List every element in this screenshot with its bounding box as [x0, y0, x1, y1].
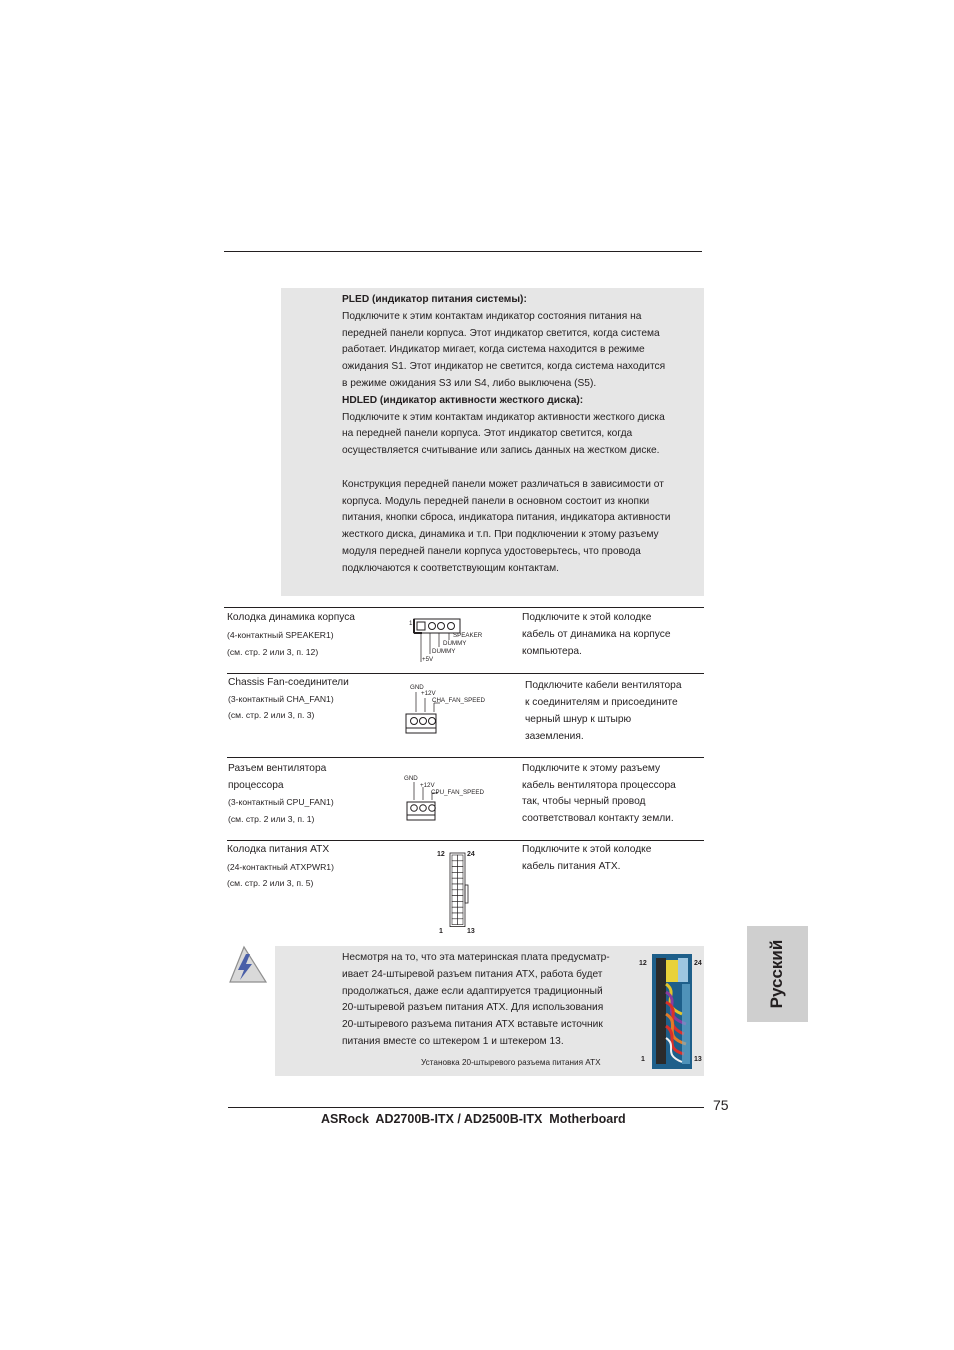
atx-pin — [452, 878, 458, 884]
atx-pin — [458, 913, 464, 919]
warning-caption: Установка 20-штыревого разъема питания ATX — [421, 1058, 601, 1067]
cha-fan-diagram — [404, 684, 494, 736]
speaker-label-dummy-1: DUMMY — [443, 640, 467, 647]
speaker-title: Колодка динамика корпуса — [227, 612, 355, 623]
atx-pin — [452, 907, 458, 913]
top-rule — [224, 251, 702, 252]
section-divider — [227, 757, 704, 758]
warning-line: Несмотря на то, что эта материнская плата предусматр- — [342, 952, 610, 963]
cha-fan-pin-count: (3-контактный CHA_FAN1) — [228, 694, 334, 704]
atx-pin-count: (24-контактный ATXPWR1) — [227, 862, 334, 872]
atx-pin — [452, 884, 458, 890]
atx-pin-1-label: 1 — [439, 928, 443, 935]
cha-fan-label-gnd: GND — [410, 684, 424, 691]
cpu-fan-label-gnd: GND — [404, 775, 418, 782]
hdled-line: на передней панели корпуса. Этот индикатор светится, когда — [342, 428, 633, 440]
note-line: модуля передней панели корпуса удостоверьтесь, что провода — [342, 546, 641, 557]
cpu-fan-title-1: Разъем вентилятора — [228, 763, 327, 774]
footer-rule — [228, 1107, 704, 1108]
warning-line: ивает 24-штыревой разъем питания ATX, работа будет — [342, 968, 603, 980]
section-divider — [227, 673, 704, 674]
atx-pin — [452, 896, 458, 902]
cpu-fan-desc-1: Подключите к этому разъему — [522, 763, 661, 774]
warning-line: 20-штыревой разъем питания ATX. Для использования — [342, 1002, 604, 1014]
pled-title: PLED (индикатор питания системы): — [342, 294, 527, 305]
photo-pin-1-label: 1 — [641, 1056, 645, 1063]
section-divider — [224, 607, 704, 608]
atx-page-ref: (см. стр. 2 или 3, п. 5) — [227, 878, 314, 888]
warning-line: 20-штыревого разъема питания ATX вставьте источник — [342, 1019, 603, 1031]
cpu-fan-page-ref: (см. стр. 2 или 3, п. 1) — [228, 814, 315, 824]
photo-pin-13-label: 13 — [694, 1056, 702, 1063]
atx-pin — [458, 878, 464, 884]
cha-fan-desc-4: заземления. — [525, 731, 584, 742]
atx-pin — [458, 861, 464, 867]
cpu-fan-desc-4: соответствовал контакту земли. — [522, 813, 674, 824]
speaker-label-5v: +5V — [422, 656, 434, 663]
note-line: Конструкция передней панели может различаться в зависимости от — [342, 478, 664, 490]
atx-pin — [452, 867, 458, 873]
pled-line: передней панели корпуса. Этот индикатор светится, когда система — [342, 327, 660, 339]
atx-title: Колодка питания ATX — [227, 844, 330, 855]
photo-pin-24-label: 24 — [694, 960, 702, 967]
atx-pin — [452, 919, 458, 925]
cpu-fan-pin-count: (3-контактный CPU_FAN1) — [228, 797, 334, 807]
atx-pin-24-label: 24 — [467, 851, 475, 858]
warning-icon — [228, 944, 268, 984]
footer-model: ASRock AD2700B-ITX / AD2500B-ITX Motherboard — [321, 1112, 626, 1126]
hdled-title: HDLED (индикатор активности жесткого диска): — [342, 394, 584, 406]
atx-pin — [458, 901, 464, 907]
atx-pin — [452, 872, 458, 878]
note-line: жесткого диска, динамика и т.п. При подключении к этому разъему — [342, 529, 659, 541]
cha-fan-desc-1: Подключите кабели вентилятора — [525, 680, 682, 691]
atx-pin — [458, 907, 464, 913]
speaker-label-dummy-2: DUMMY — [432, 648, 456, 655]
atx-pin — [452, 901, 458, 907]
cpu-fan-label-speed: CPU_FAN_SPEED — [431, 789, 484, 796]
hdled-line: осуществляется считывание или запись данных на жестком диске. — [342, 445, 660, 457]
cpu-fan-desc-3: так, чтобы черный провод — [522, 796, 646, 807]
atx-pin — [458, 855, 464, 861]
atx-desc-2: кабель питания ATX. — [522, 861, 621, 872]
cpu-fan-desc-2: кабель вентилятора процессора — [522, 780, 676, 791]
atx-pin — [458, 867, 464, 873]
pled-line: Подключите к этим контактам индикатор состояния питания на — [342, 310, 642, 322]
atx-desc-1: Подключите к этой колодке — [522, 844, 652, 855]
atx-pin-13-label: 13 — [467, 928, 475, 935]
section-divider — [227, 840, 704, 841]
atx-install-photo — [652, 954, 692, 1069]
hdled-line: Подключите к этим контактам индикатор активности жесткого диска — [342, 411, 665, 423]
cha-fan-label-speed: CHA_FAN_SPEED — [432, 697, 485, 704]
photo-pin-12-label: 12 — [639, 960, 647, 967]
language-tab — [747, 926, 808, 1022]
atx-latch — [465, 885, 468, 903]
cpu-fan-label-12v: +12V — [420, 782, 435, 789]
pled-line: работает. Индикатор мигает, когда система находится в режиме — [342, 344, 645, 356]
atx-pin-12-label: 12 — [437, 851, 445, 858]
pled-line: в режиме ожидания S3 или S4, либо выключена (S5). — [342, 378, 597, 389]
note-line: питания, кнопки сброса, индикатора питания, индикатора активности — [342, 512, 671, 524]
cha-fan-label-12v: +12V — [421, 690, 436, 697]
atx-pin — [452, 855, 458, 861]
cha-fan-page-ref: (см. стр. 2 или 3, п. 3) — [228, 710, 315, 720]
atx-pin — [458, 872, 464, 878]
page-number: 75 — [713, 1097, 729, 1113]
language-tab-label: Русский — [767, 939, 786, 1009]
atx-pin — [458, 890, 464, 896]
atx-pin — [452, 913, 458, 919]
cha-fan-title: Chassis Fan-соединители — [228, 677, 349, 688]
speaker-desc-1: Подключите к этой колодке — [522, 612, 652, 623]
warning-line: питания вместе со штекером 1 и штекером 13. — [342, 1036, 564, 1047]
atx-pin — [452, 890, 458, 896]
note-line: корпуса. Модуль передней панели в основном состоит из кнопки — [342, 495, 650, 507]
atx-pin — [458, 884, 464, 890]
speaker-pin-count: (4-контактный SPEAKER1) — [227, 630, 334, 640]
cpu-fan-title-2: процессора — [228, 780, 284, 791]
atx-pin — [458, 896, 464, 902]
warning-line: продолжаться, даже если адаптируется традиционный — [342, 985, 603, 997]
atx-pin — [452, 861, 458, 867]
speaker-desc-3: компьютера. — [522, 646, 582, 657]
speaker-label-speaker: SPEAKER — [453, 632, 483, 639]
note-line: подключаются к соответствующим контактам. — [342, 562, 559, 574]
atx-connector-diagram — [449, 852, 489, 932]
pled-line: ожидания S1. Этот индикатор не светится, когда система находится — [342, 361, 666, 373]
cha-fan-desc-2: к соединителям и присоедините — [525, 697, 678, 708]
speaker-desc-2: кабель от динамика на корпусе — [522, 629, 671, 640]
speaker-pin1-label: 1 — [409, 620, 413, 627]
cha-fan-desc-3: черный шнур к штырю — [525, 714, 632, 725]
speaker-page-ref: (см. стр. 2 или 3, п. 12) — [227, 647, 319, 657]
atx-pin — [458, 919, 464, 925]
